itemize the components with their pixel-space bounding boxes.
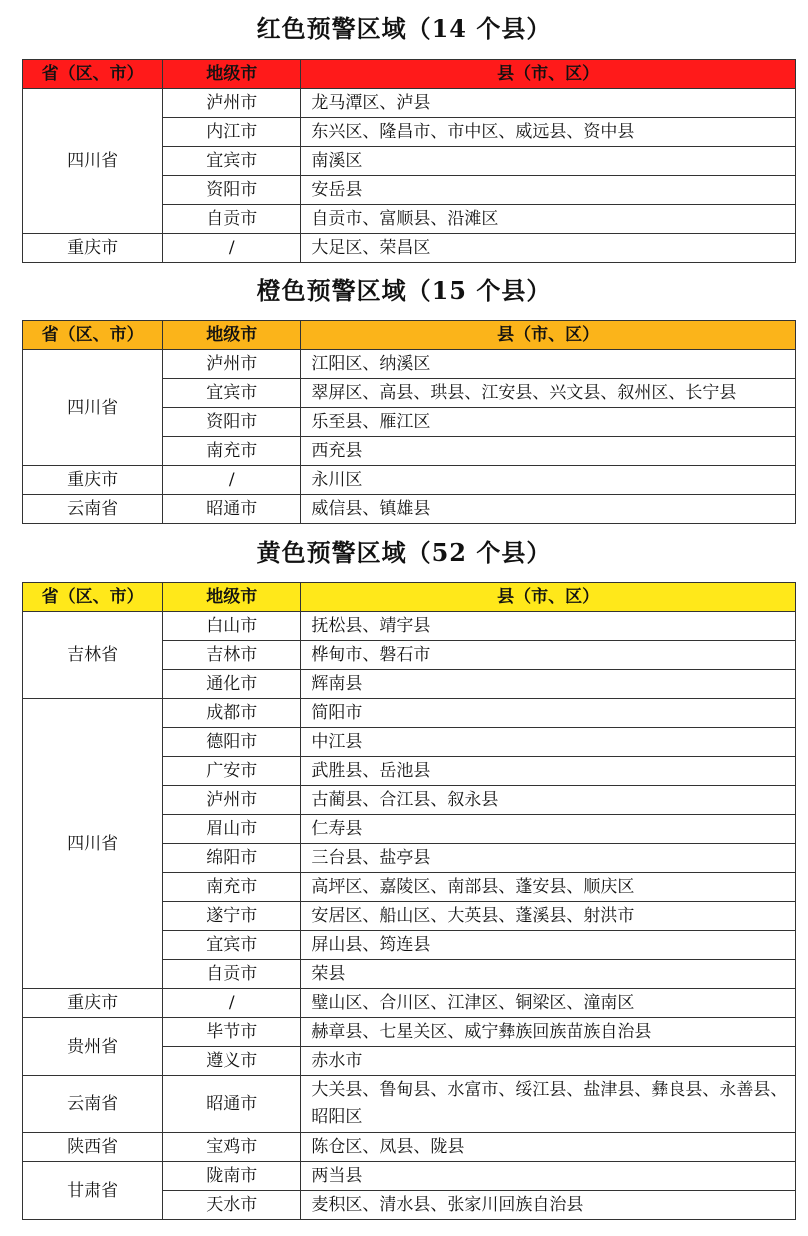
province-cell: 云南省 [23,495,163,524]
table-row [23,1018,796,1047]
table-header-row [23,60,796,89]
city-cell: 眉山市 [163,815,301,844]
table-row [23,612,796,641]
city-cell: / [163,989,301,1018]
city-cell: 南充市 [163,873,301,902]
counties-cell: 简阳市 [301,699,796,728]
counties-cell: 辉南县 [301,670,796,699]
city-cell: 陇南市 [163,1162,301,1191]
province-cell: 贵州省 [23,1018,163,1076]
city-cell: 资阳市 [163,408,301,437]
counties-cell: 两当县 [301,1162,796,1191]
city-cell: 德阳市 [163,728,301,757]
city-cell: 自贡市 [163,960,301,989]
city-cell: / [163,466,301,495]
counties-cell: 安居区、船山区、大英县、蓬溪县、射洪市 [301,902,796,931]
counties-cell: 江阳区、纳溪区 [301,350,796,379]
city-cell: 昭通市 [163,495,301,524]
table-row [23,1076,796,1133]
counties-cell: 陈仓区、凤县、陇县 [301,1133,796,1162]
counties-cell: 永川区 [301,466,796,495]
city-cell: 通化市 [163,670,301,699]
city-cell: 广安市 [163,757,301,786]
counties-cell: 中江县 [301,728,796,757]
city-cell: 天水市 [163,1191,301,1220]
province-cell: 吉林省 [23,612,163,699]
province-cell: 四川省 [23,89,163,234]
city-cell: 资阳市 [163,176,301,205]
red-section-title: 红色预警区域（14 个县） [256,14,552,43]
city-cell: 吉林市 [163,641,301,670]
table-row [23,234,796,263]
header-county: 县（市、区） [301,321,796,350]
province-cell: 四川省 [23,699,163,989]
counties-cell: 西充县 [301,437,796,466]
counties-cell: 自贡市、富顺县、沿滩区 [301,205,796,234]
counties-cell: 龙马潭区、泸县 [301,89,796,118]
city-cell: 内江市 [163,118,301,147]
header-province: 省（区、市） [23,60,163,89]
table-row [23,466,796,495]
counties-cell: 桦甸市、磐石市 [301,641,796,670]
table-row [23,989,796,1018]
red-warning-table [22,59,796,263]
counties-cell: 南溪区 [301,147,796,176]
city-cell: 昭通市 [163,1076,301,1133]
city-cell: 绵阳市 [163,844,301,873]
province-cell: 四川省 [23,350,163,466]
header-city: 地级市 [163,321,301,350]
table-header-row [23,583,796,612]
counties-cell: 威信县、镇雄县 [301,495,796,524]
table-row [23,1133,796,1162]
counties-cell: 大足区、荣昌区 [301,234,796,263]
city-cell: 遵义市 [163,1047,301,1076]
table-row [23,1162,796,1191]
city-cell: 自贡市 [163,205,301,234]
city-cell: 宝鸡市 [163,1133,301,1162]
city-cell: 宜宾市 [163,931,301,960]
header-city: 地级市 [163,60,301,89]
counties-cell: 三台县、盐亭县 [301,844,796,873]
city-cell: 泸州市 [163,89,301,118]
table-row [23,350,796,379]
counties-cell: 翠屏区、高县、珙县、江安县、兴文县、叙州区、长宁县 [301,379,796,408]
city-cell: 泸州市 [163,350,301,379]
counties-cell: 乐至县、雁江区 [301,408,796,437]
counties-cell: 赤水市 [301,1047,796,1076]
orange-section-title: 橙色预警区域（15 个县） [256,276,552,305]
city-cell: 遂宁市 [163,902,301,931]
counties-cell: 安岳县 [301,176,796,205]
counties-cell: 东兴区、隆昌市、市中区、威远县、资中县 [301,118,796,147]
city-cell: 白山市 [163,612,301,641]
counties-cell: 璧山区、合川区、江津区、铜梁区、潼南区 [301,989,796,1018]
counties-cell: 高坪区、嘉陵区、南部县、蓬安县、顺庆区 [301,873,796,902]
header-county: 县（市、区） [301,60,796,89]
table-header-row [23,321,796,350]
counties-cell: 抚松县、靖宇县 [301,612,796,641]
city-cell: / [163,234,301,263]
city-cell: 宜宾市 [163,147,301,176]
city-cell: 毕节市 [163,1018,301,1047]
header-province: 省（区、市） [23,583,163,612]
counties-cell: 屏山县、筠连县 [301,931,796,960]
header-province: 省（区、市） [23,321,163,350]
counties-cell: 麦积区、清水县、张家川回族自治县 [301,1191,796,1220]
yellow-section-title: 黄色预警区域（52 个县） [256,538,552,567]
header-county: 县（市、区） [301,583,796,612]
city-cell: 南充市 [163,437,301,466]
table-row [23,495,796,524]
counties-cell: 赫章县、七星关区、威宁彝族回族苗族自治县 [301,1018,796,1047]
counties-cell: 仁寿县 [301,815,796,844]
counties-cell: 武胜县、岳池县 [301,757,796,786]
city-cell: 宜宾市 [163,379,301,408]
city-cell: 泸州市 [163,786,301,815]
province-cell: 重庆市 [23,466,163,495]
city-cell: 成都市 [163,699,301,728]
province-cell: 甘肃省 [23,1162,163,1220]
table-row [23,699,796,728]
counties-cell: 古蔺县、合江县、叙永县 [301,786,796,815]
counties-cell: 大关县、鲁甸县、水富市、绥江县、盐津县、彝良县、永善县、昭阳区 [301,1076,796,1133]
table-row [23,89,796,118]
province-cell: 重庆市 [23,234,163,263]
orange-warning-table [22,320,796,524]
counties-cell: 荣县 [301,960,796,989]
province-cell: 重庆市 [23,989,163,1018]
province-cell: 云南省 [23,1076,163,1133]
header-city: 地级市 [163,583,301,612]
province-cell: 陕西省 [23,1133,163,1162]
yellow-warning-table [22,582,796,1220]
